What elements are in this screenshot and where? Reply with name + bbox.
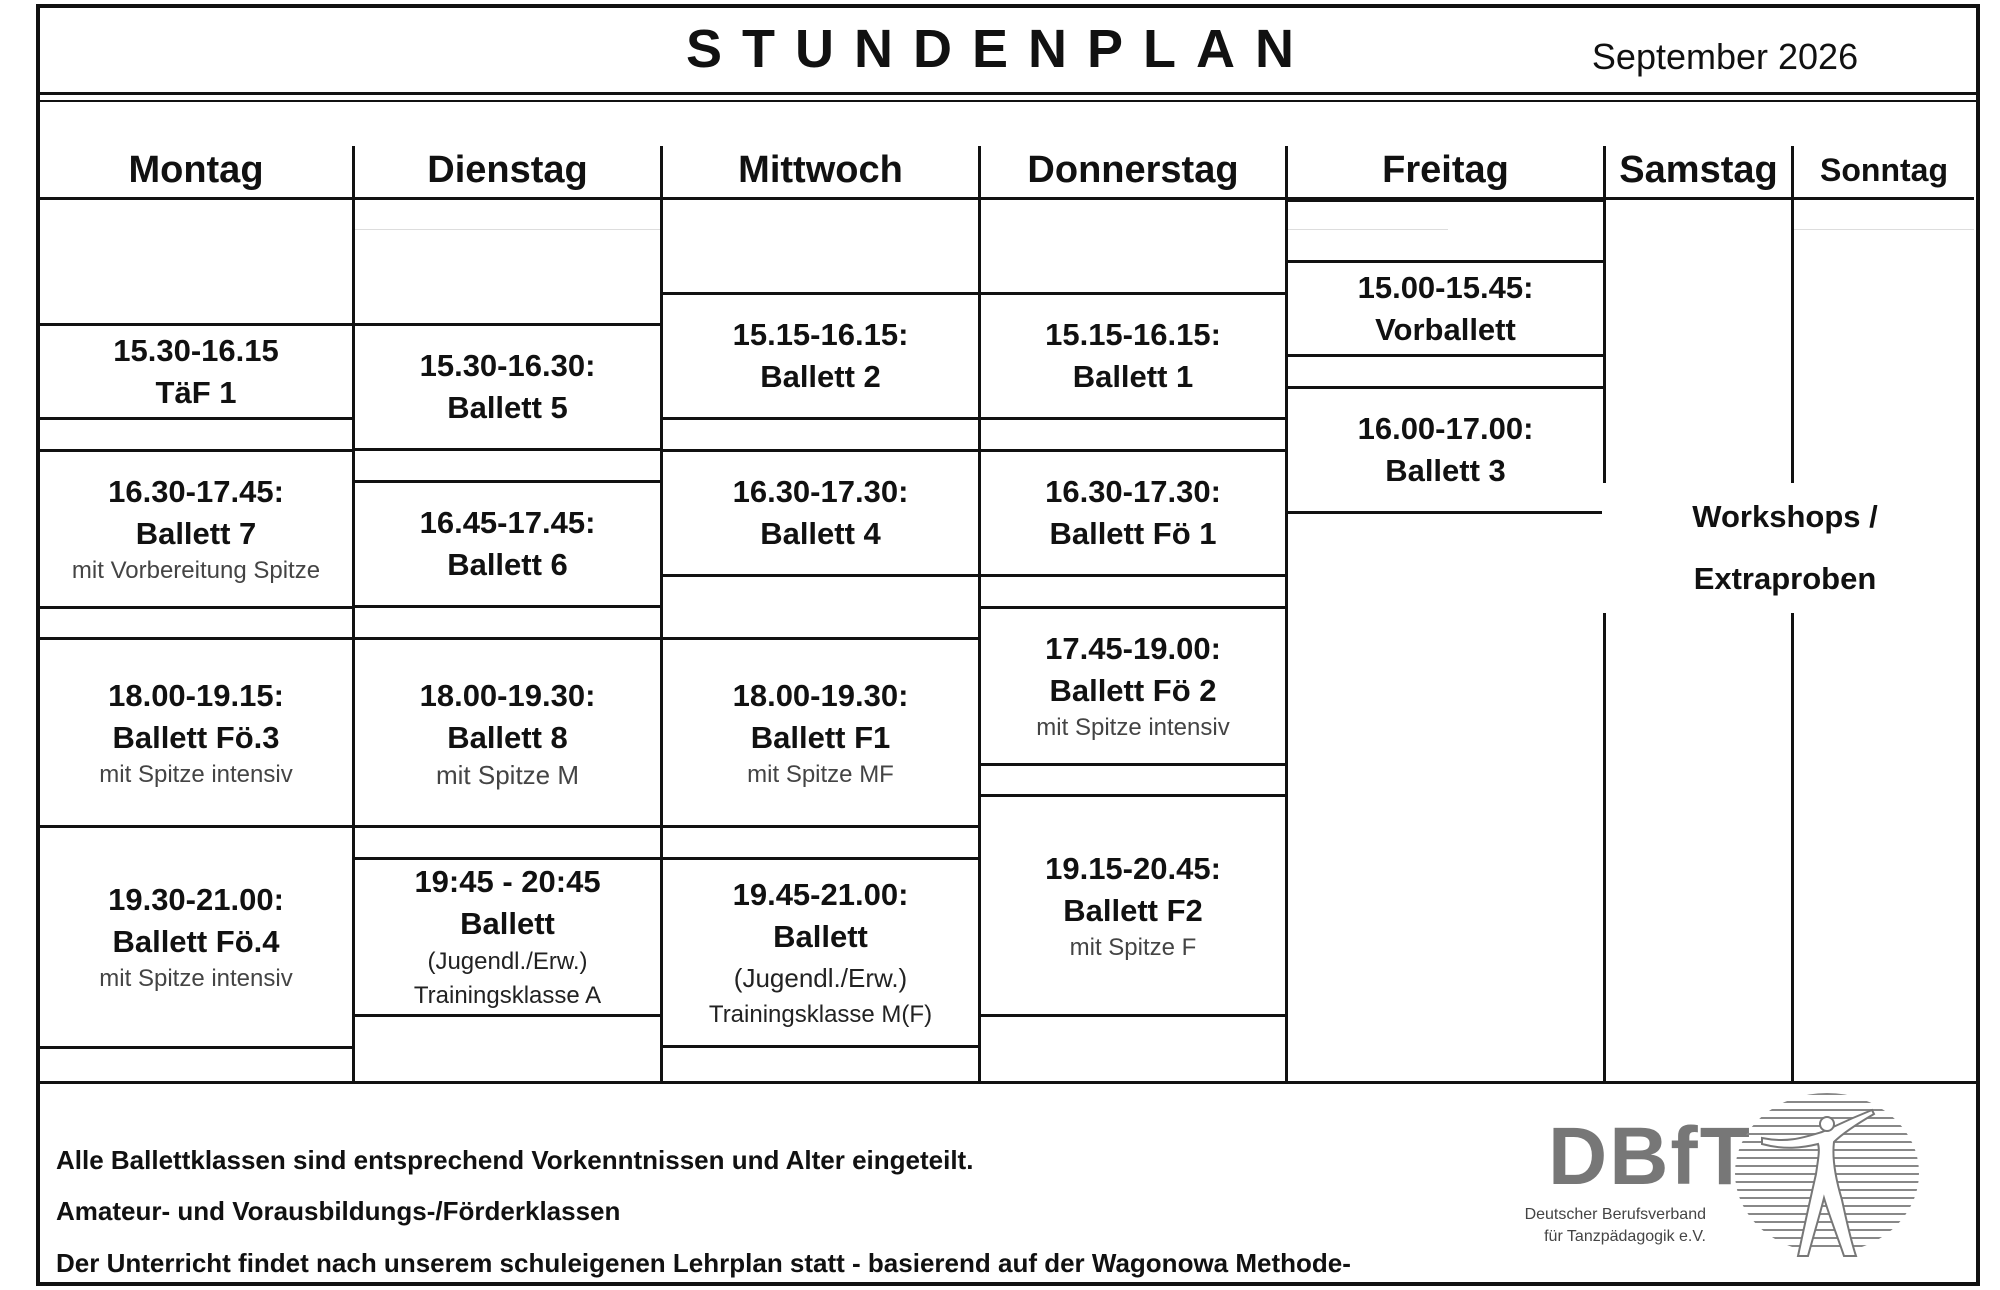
logo-line-1: Deutscher Berufsverband	[1524, 1206, 1706, 1223]
class-block	[355, 637, 660, 828]
class-name: Ballett 4	[760, 516, 881, 551]
class-time: 18.00-19.30:	[419, 677, 596, 713]
class-time: 19.45-21.00:	[732, 876, 909, 912]
logo-line-2: für Tanzpädagogik e.V.	[1544, 1228, 1706, 1245]
class-time: 16.30-17.45:	[108, 474, 284, 509]
class-block	[355, 857, 660, 1017]
class-note: mit Spitze M	[435, 759, 580, 790]
class-time: 18.00-19.15:	[108, 677, 284, 713]
class-name: Ballett Fö 1	[1049, 516, 1217, 551]
footer-note-2: Amateur- und Vorausbildungs-/Förderklassen	[56, 1196, 621, 1226]
class-name: Ballett Fö.3	[112, 719, 280, 755]
column-separator	[1603, 146, 1606, 1084]
class-name: Ballett 2	[760, 359, 881, 394]
class-block	[355, 480, 660, 608]
column-separator	[1791, 146, 1794, 1084]
class-note: (Jugendl./Erw.)	[427, 948, 588, 975]
weekend-line-1: Workshops /	[1692, 499, 1878, 534]
class-name: Ballett 3	[1385, 453, 1506, 488]
class-block	[1288, 386, 1603, 514]
class-time: 16.45-17.45:	[419, 505, 596, 540]
class-block	[981, 449, 1285, 577]
class-name: Ballett	[773, 918, 868, 954]
class-note: mit Spitze intensiv	[99, 760, 293, 788]
class-name: Ballett 6	[447, 547, 568, 582]
weekend-line-2: Extraproben	[1693, 561, 1877, 596]
class-block	[981, 794, 1285, 1017]
class-time: 15.15-16.15:	[1045, 317, 1221, 352]
footer-note-3: Der Unterricht findet nach unserem schuleigenen Lehrplan statt - basierend auf der Wagonowa Methode-	[56, 1248, 1351, 1278]
class-time: 15.00-15.45:	[1357, 269, 1534, 305]
class-time: 18.00-19.30:	[732, 677, 909, 713]
class-note: mit Spitze intensiv	[99, 965, 293, 992]
footer-note-1: Alle Ballettklassen sind entsprechend Vorkenntnissen und Alter eingeteilt.	[56, 1145, 974, 1175]
class-time: 15.30-16.30:	[419, 348, 596, 383]
class-note: mit Spitze MF	[747, 760, 894, 788]
header-divider-inner	[36, 100, 1980, 102]
class-name: Ballett 1	[1072, 359, 1194, 394]
class-block	[663, 637, 978, 828]
day-header-underline	[1606, 197, 1974, 200]
class-note: Trainingsklasse M(F)	[708, 1000, 933, 1028]
day-header-donnerstag: Donnerstag	[1027, 149, 1239, 191]
class-time: 17.45-19.00:	[1045, 631, 1221, 666]
class-time: 16.30-17.30:	[732, 474, 909, 509]
day-header-montag: Montag	[128, 149, 264, 191]
class-note: mit Spitze F	[1069, 933, 1197, 961]
faint-line	[1288, 229, 1448, 230]
class-note: Trainingsklasse A	[413, 982, 602, 1009]
class-name: Ballett F1	[750, 719, 891, 755]
class-name: Vorballett	[1375, 311, 1516, 347]
class-time: 15.30-16.15	[113, 332, 279, 368]
class-name: TäF 1	[155, 374, 237, 410]
class-note: mit Vorbereitung Spitze	[71, 557, 321, 584]
class-note: mit Spitze intensiv	[1036, 714, 1230, 741]
dancer-logo-icon	[1732, 1088, 1922, 1258]
class-name: Ballett 7	[135, 516, 257, 551]
class-time: 16.30-17.30:	[1045, 474, 1221, 509]
dbft-logo-text: DBfT	[1548, 1111, 1752, 1202]
weekend-workshops-label	[1602, 483, 1968, 613]
class-block	[663, 857, 978, 1048]
class-block	[981, 292, 1285, 420]
class-block	[355, 323, 660, 451]
dbft-logo-subtitle	[1510, 1204, 1706, 1248]
header-divider	[36, 92, 1980, 95]
day-header-dienstag: Dienstag	[427, 149, 588, 191]
faint-line	[1794, 229, 1974, 230]
class-name: Ballett Fö 2	[1049, 673, 1217, 708]
day-header-underline	[1288, 197, 1603, 202]
class-block	[1288, 260, 1603, 357]
class-time: 19.15-20.45:	[1045, 850, 1221, 886]
day-header-freitag: Freitag	[1382, 149, 1509, 191]
class-block	[40, 637, 352, 828]
class-time: 19:45 - 20:45	[414, 864, 601, 899]
faint-line	[355, 229, 660, 230]
class-time: 19.30-21.00:	[108, 882, 284, 917]
class-block	[40, 323, 352, 420]
day-header-mittwoch: Mittwoch	[738, 149, 903, 191]
class-block	[40, 825, 352, 1049]
class-block	[663, 449, 978, 577]
day-header-samstag: Samstag	[1619, 149, 1778, 191]
class-block	[40, 449, 352, 609]
footer-divider	[36, 1081, 1980, 1084]
page-title: STUNDENPLAN	[685, 19, 1314, 79]
class-note: (Jugendl./Erw.)	[733, 962, 908, 993]
class-name: Ballett F2	[1063, 892, 1203, 928]
class-block	[981, 606, 1285, 766]
class-name: Ballett 5	[447, 390, 568, 425]
class-name: Ballett	[460, 906, 555, 941]
class-name: Ballett Fö.4	[112, 924, 280, 959]
day-header-sonntag: Sonntag	[1820, 152, 1948, 188]
class-name: Ballett 8	[447, 719, 568, 755]
class-time: 16.00-17.00:	[1357, 411, 1534, 446]
month-label: September 2026	[1591, 36, 1859, 77]
class-block	[663, 292, 978, 420]
class-time: 15.15-16.15:	[732, 317, 909, 352]
